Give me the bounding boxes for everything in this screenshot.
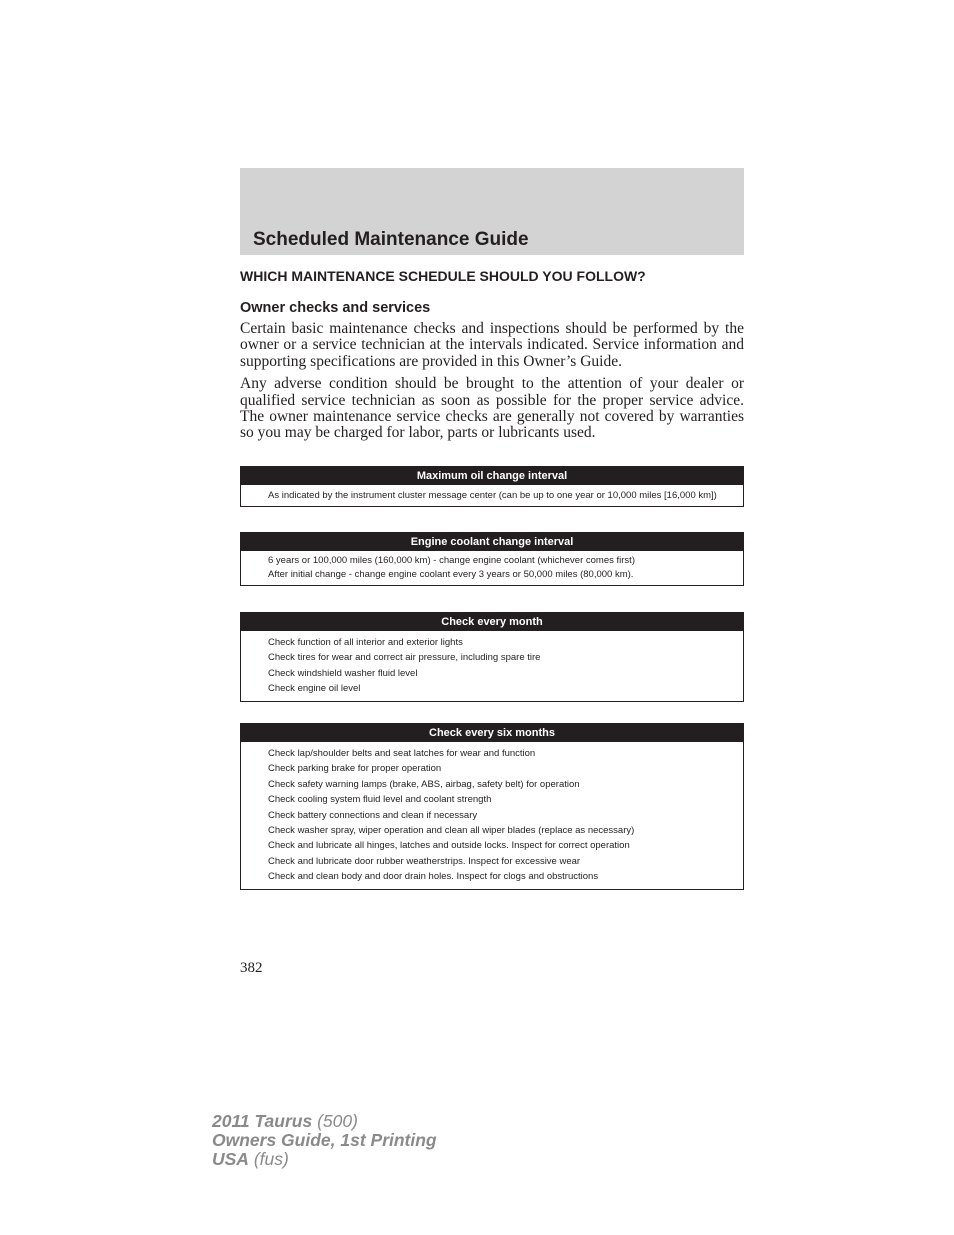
section-header-title: Scheduled Maintenance Guide (253, 229, 529, 250)
table-row: Check and lubricate door rubber weatherstrips. Inspect for excessive wear (268, 855, 581, 867)
footer-market: USA (212, 1149, 249, 1169)
section-heading: WHICH MAINTENANCE SCHEDULE SHOULD YOU FOLLOW? (240, 268, 646, 284)
paragraph: Any adverse condition should be brought to the attention of your dealer or qualified service technician as soon as possible for the proper service advice. The owner maintenance service checks are generally not covered by warranties so you may be charged for labor, parts or lubricants used. (240, 375, 744, 442)
table-row: 6 years or 100,000 miles (160,000 km) - change engine coolant (whichever comes first) (268, 555, 635, 566)
table-oil-change (240, 466, 744, 507)
table-row: Check cooling system fluid level and coolant strength (268, 794, 492, 806)
table-row: Check function of all interior and exterior lights (268, 637, 463, 648)
section-subheading: Owner checks and services (240, 300, 431, 316)
table-header: Check every month (241, 613, 743, 631)
table-coolant-change (240, 532, 744, 586)
table-row: As indicated by the instrument cluster message center (can be up to one year or 10,000 miles [16,000 km]) (268, 490, 717, 501)
document-footer (212, 1112, 437, 1169)
table-row: Check windshield washer fluid level (268, 667, 418, 679)
table-row: Check parking brake for proper operation (268, 763, 442, 775)
table-header: Maximum oil change interval (241, 467, 743, 485)
table-header: Engine coolant change interval (241, 533, 743, 551)
table-row: Check and lubricate all hinges, latches and outside locks. Inspect for correct operation (268, 840, 630, 852)
table-row: Check battery connections and clean if necessary (268, 809, 478, 821)
table-row: Check lap/shoulder belts and seat latches for wear and function (268, 748, 536, 759)
table-row: Check engine oil level (268, 683, 361, 695)
table-row: After initial change - change engine coolant every 3 years or 50,000 miles (80,000 km). (268, 569, 634, 580)
table-row: Check and clean body and door drain holes. Inspect for clogs and obstructions (268, 871, 599, 883)
page-number: 382 (240, 960, 263, 976)
footer-model: 2011 Taurus (212, 1111, 313, 1131)
footer-model-code: (500) (317, 1111, 358, 1131)
table-body (241, 742, 743, 889)
footer-line-market (212, 1150, 437, 1169)
section-header-band (240, 168, 744, 255)
table-header: Check every six months (241, 724, 743, 742)
main-content (240, 266, 744, 448)
footer-line-edition (212, 1131, 437, 1150)
table-row: Check tires for wear and correct air pressure, including spare tire (268, 652, 541, 664)
table-body (241, 631, 743, 701)
table-row: Check safety warning lamps (brake, ABS, airbag, safety belt) for operation (268, 778, 580, 790)
table-check-monthly (240, 612, 744, 702)
table-check-six-months (240, 723, 744, 890)
table-row: Check washer spray, wiper operation and clean all wiper blades (replace as necessary) (268, 825, 635, 837)
table-body (241, 485, 743, 506)
footer-market-code: (fus) (253, 1149, 289, 1169)
footer-line-model (212, 1112, 437, 1131)
paragraph: Certain basic maintenance checks and inspections should be performed by the owner or a service technician at the intervals indicated. Service information and supporting specifications are provided in this Owner’s Guide. (240, 320, 744, 370)
footer-edition: Owners Guide, 1st Printing (212, 1130, 437, 1150)
table-body (241, 551, 743, 585)
